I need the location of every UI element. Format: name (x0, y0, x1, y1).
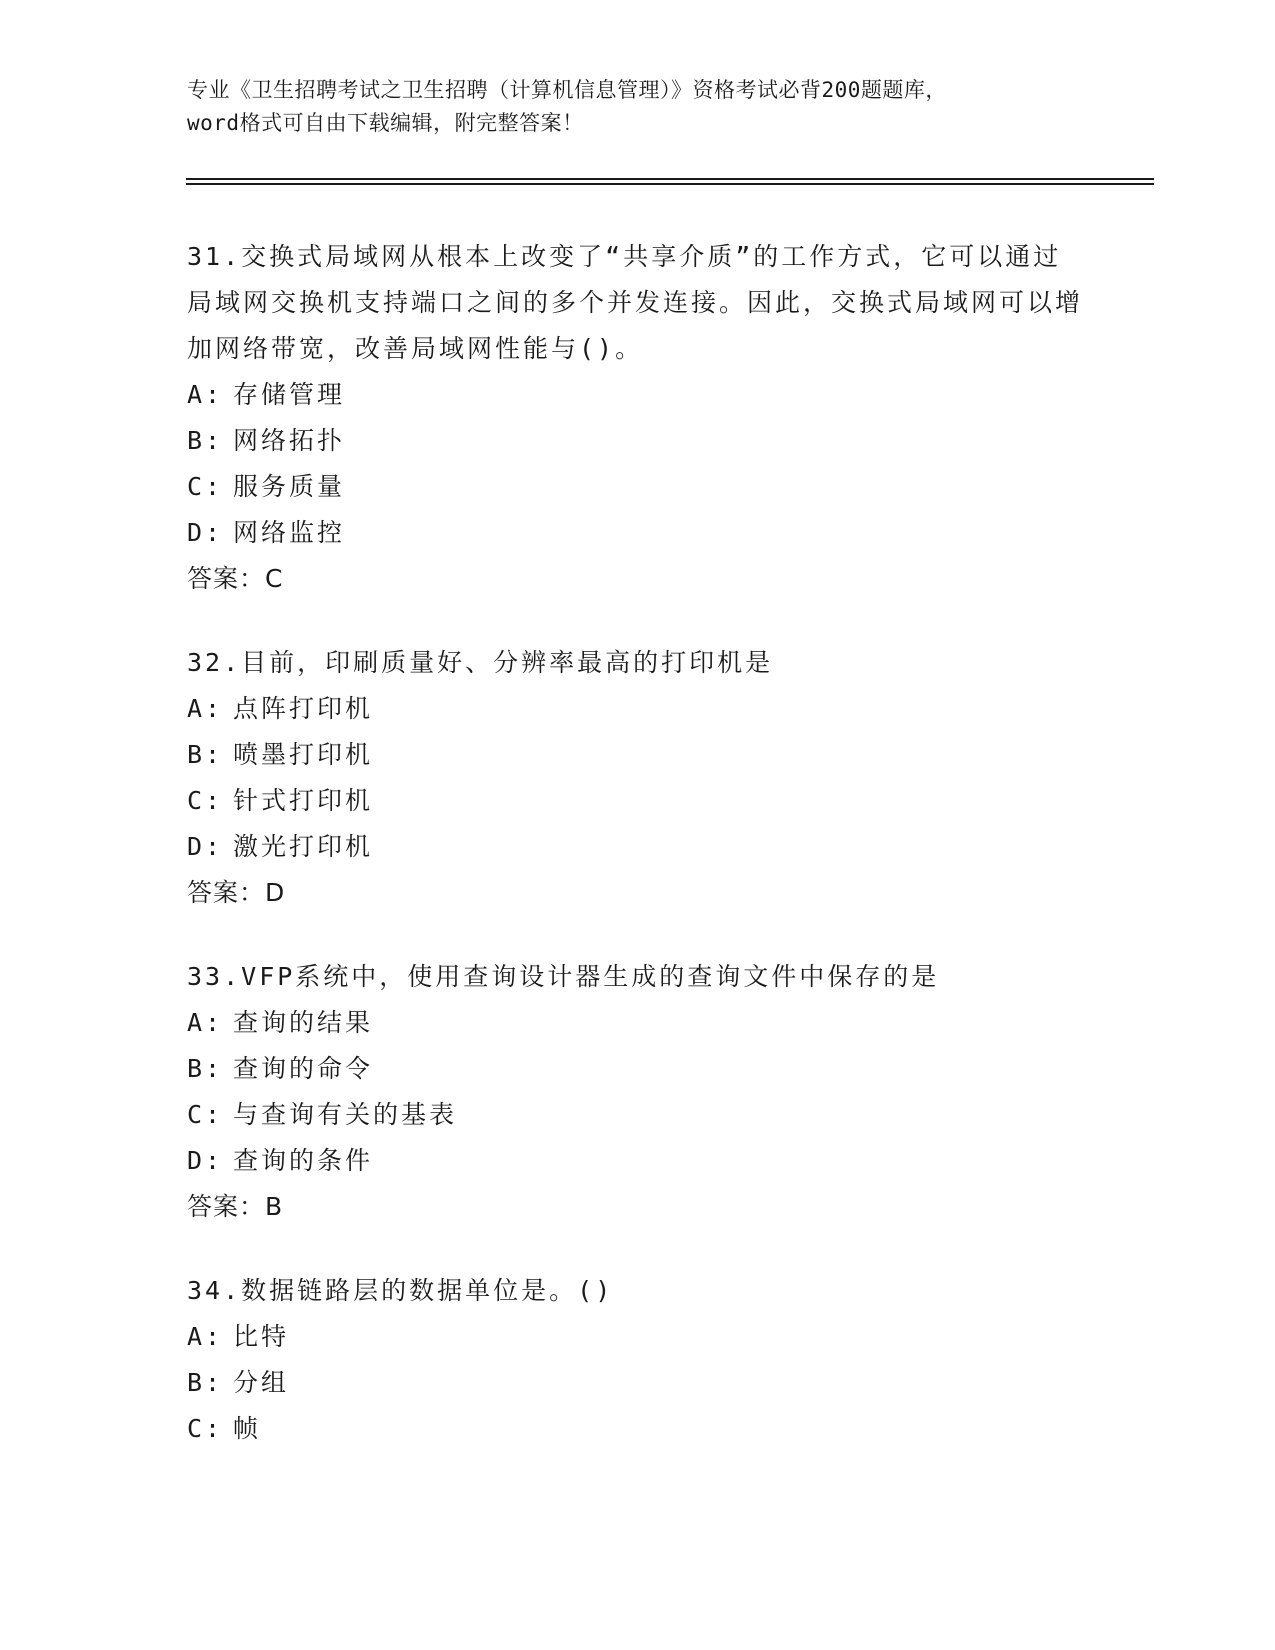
option-text: 激光打印机 (233, 832, 374, 861)
answer-line: 答案：B (187, 1192, 284, 1221)
option-d (187, 824, 1087, 870)
option-text: 服务质量 (233, 472, 346, 501)
option-text: 帧 (233, 1414, 262, 1443)
question-stem: 32.目前，印刷质量好、分辨率最高的打印机是 (187, 648, 774, 677)
option-a (187, 686, 1087, 732)
option-key: D: (187, 832, 224, 861)
option-key: C: (187, 1100, 224, 1129)
option-key: C: (187, 786, 224, 815)
option-c (187, 778, 1087, 824)
option-key: C: (187, 472, 224, 501)
option-key: A: (187, 694, 224, 723)
header-line-2: word格式可自由下载编辑，附完整答案！ (187, 111, 584, 135)
option-text: 网络拓扑 (233, 426, 346, 455)
option-text: 存储管理 (233, 380, 346, 409)
option-text: 分组 (233, 1368, 290, 1397)
option-key: A: (187, 1322, 224, 1351)
question-33 (187, 954, 1087, 1230)
question-stem: 33.VFP系统中，使用查询设计器生成的查询文件中保存的是 (187, 962, 940, 991)
option-d (187, 1138, 1087, 1184)
option-text: 查询的命令 (233, 1054, 374, 1083)
option-list (187, 1314, 1087, 1452)
option-text: 针式打印机 (233, 786, 374, 815)
answer-line: 答案：D (187, 878, 286, 907)
option-key: C: (187, 1414, 224, 1443)
option-key: D: (187, 518, 224, 547)
header-divider-top (186, 178, 1154, 180)
option-key: A: (187, 380, 224, 409)
question-stem: 34.数据链路层的数据单位是。() (187, 1276, 614, 1305)
option-text: 查询的结果 (233, 1008, 374, 1037)
option-c (187, 464, 1087, 510)
option-text: 与查询有关的基表 (233, 1100, 458, 1129)
option-text: 喷墨打印机 (233, 740, 374, 769)
option-key: A: (187, 1008, 224, 1037)
option-text: 比特 (233, 1322, 290, 1351)
option-text: 网络监控 (233, 518, 346, 547)
option-b (187, 1046, 1087, 1092)
answer-line: 答案：C (187, 564, 284, 593)
header-divider-bottom (186, 183, 1154, 185)
header-line-1: 专业《卫生招聘考试之卫生招聘（计算机信息管理）》资格考试必背200题题库， (187, 78, 947, 102)
question-31 (187, 234, 1087, 602)
option-d (187, 510, 1087, 556)
option-key: D: (187, 1146, 224, 1175)
option-key: B: (187, 426, 224, 455)
option-key: B: (187, 1054, 224, 1083)
question-stem: 31.交换式局域网从根本上改变了“共享介质”的工作方式，它可以通过局域网交换机支持端口之间的多个并发连接。因此，交换式局域网可以增加网络带宽，改善局域网性能与()。 (187, 242, 1084, 363)
question-list (187, 234, 1087, 1490)
option-b (187, 1360, 1087, 1406)
option-a (187, 372, 1087, 418)
option-list (187, 372, 1087, 556)
option-b (187, 732, 1087, 778)
option-list (187, 686, 1087, 870)
option-list (187, 1000, 1087, 1184)
option-a (187, 1314, 1087, 1360)
option-text: 查询的条件 (233, 1146, 374, 1175)
option-text: 点阵打印机 (233, 694, 374, 723)
option-c (187, 1406, 1087, 1452)
option-c (187, 1092, 1087, 1138)
option-key: B: (187, 1368, 224, 1397)
question-32 (187, 640, 1087, 916)
option-key: B: (187, 740, 224, 769)
option-a (187, 1000, 1087, 1046)
option-b (187, 418, 1087, 464)
document-header (187, 74, 1087, 140)
question-34 (187, 1268, 1087, 1452)
